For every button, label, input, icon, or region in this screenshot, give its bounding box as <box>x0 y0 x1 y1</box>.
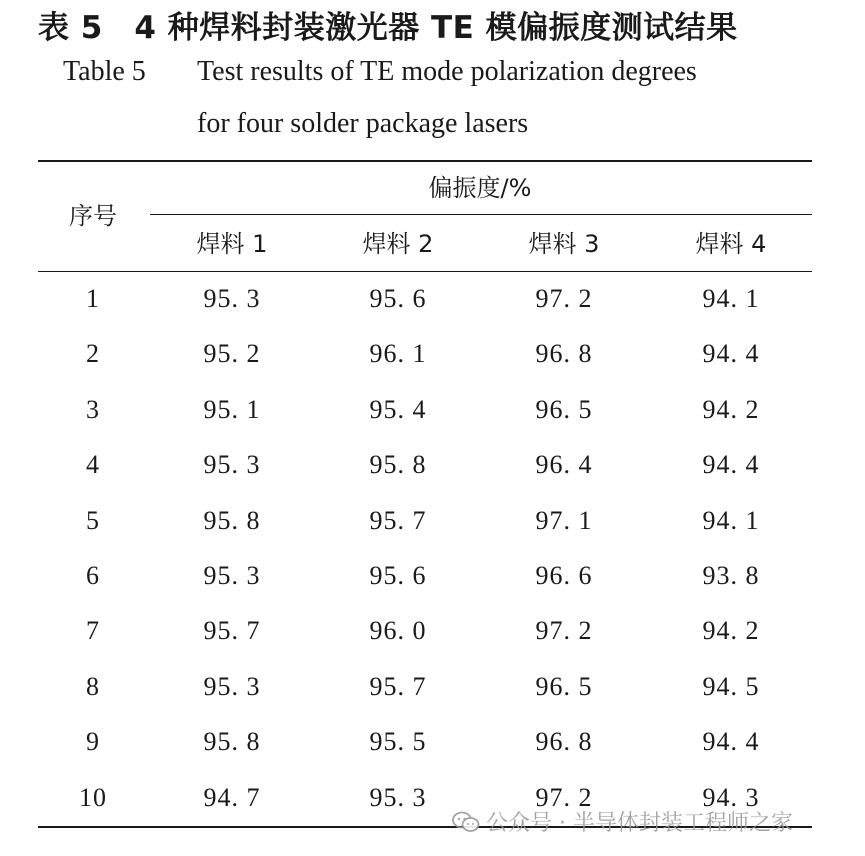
value-cell-solder-3: 96. 5 <box>535 394 593 424</box>
row-number-cell: 5 <box>86 505 100 535</box>
table-title-chinese: 表 5 4 种焊料封装激光器 TE 模偏振度测试结果 <box>38 10 738 46</box>
column-header-solder-3: 焊料 3 <box>528 230 600 258</box>
value-cell-solder-4: 93. 8 <box>702 561 760 590</box>
value-cell-solder-1: 95. 1 <box>203 394 261 424</box>
row-number-header: 序号 <box>69 202 117 230</box>
table-top-rule <box>38 160 812 162</box>
table-number: Table 5 <box>63 56 146 87</box>
value-cell-solder-4: 94. 4 <box>702 727 760 757</box>
row-number-cell: 2 <box>86 339 100 369</box>
value-cell-solder-4: 94. 4 <box>702 450 760 480</box>
header-bottom-rule <box>38 271 812 272</box>
row-number-cell: 4 <box>86 450 100 480</box>
value-cell-solder-4: 94. 3 <box>702 782 760 812</box>
watermark <box>452 806 793 837</box>
value-cell-solder-2: 95. 7 <box>369 671 427 701</box>
watermark-text: 公众号 · 半导体封装工程师之家 <box>486 811 793 836</box>
value-cell-solder-2: 95. 8 <box>369 450 427 480</box>
value-cell-solder-3: 97. 2 <box>535 782 593 812</box>
row-number-cell: 6 <box>86 561 100 590</box>
value-cell-solder-1: 95. 2 <box>203 339 261 369</box>
table-title-english-line1 <box>63 56 697 88</box>
value-cell-solder-3: 96. 4 <box>535 450 593 480</box>
value-cell-solder-3: 96. 8 <box>535 339 593 369</box>
value-cell-solder-3: 97. 2 <box>535 616 593 646</box>
column-header-solder-1: 焊料 1 <box>196 230 268 258</box>
column-header-solder-4: 焊料 4 <box>695 230 767 258</box>
value-cell-solder-4: 94. 5 <box>702 671 760 701</box>
value-cell-solder-3: 97. 2 <box>535 284 593 313</box>
value-cell-solder-2: 95. 7 <box>369 505 427 535</box>
row-number-cell: 9 <box>86 727 100 757</box>
value-cell-solder-2: 95. 3 <box>369 782 427 812</box>
group-header-rule <box>150 214 812 215</box>
value-cell-solder-1: 95. 8 <box>203 505 261 535</box>
value-cell-solder-2: 96. 1 <box>369 339 427 369</box>
value-cell-solder-1: 95. 8 <box>203 727 261 757</box>
value-cell-solder-1: 95. 3 <box>203 450 261 480</box>
value-cell-solder-3: 97. 1 <box>535 505 593 535</box>
value-cell-solder-4: 94. 4 <box>702 339 760 369</box>
row-number-cell: 10 <box>79 782 107 812</box>
row-number-cell: 1 <box>86 284 100 313</box>
table-title-english-text: Test results of TE mode polarization degrees <box>197 56 697 87</box>
value-cell-solder-1: 95. 7 <box>203 616 261 646</box>
value-cell-solder-1: 94. 7 <box>203 782 261 812</box>
value-cell-solder-3: 96. 6 <box>535 561 593 590</box>
value-cell-solder-3: 96. 8 <box>535 727 593 757</box>
value-cell-solder-2: 95. 6 <box>369 284 427 313</box>
value-cell-solder-4: 94. 1 <box>702 284 760 313</box>
value-cell-solder-2: 95. 4 <box>369 394 427 424</box>
value-cell-solder-4: 94. 1 <box>702 505 760 535</box>
row-number-cell: 3 <box>86 394 100 424</box>
value-cell-solder-2: 96. 0 <box>369 616 427 646</box>
value-cell-solder-2: 95. 5 <box>369 727 427 757</box>
row-number-cell: 8 <box>86 671 100 701</box>
wechat-icon <box>452 811 480 833</box>
value-cell-solder-4: 94. 2 <box>702 394 760 424</box>
value-cell-solder-1: 95. 3 <box>203 671 261 701</box>
value-cell-solder-1: 95. 3 <box>203 284 261 313</box>
table-title-english-line2: for four solder package lasers <box>197 108 529 139</box>
value-cell-solder-1: 95. 3 <box>203 561 261 590</box>
polarization-group-header: 偏振度/% <box>428 174 532 202</box>
value-cell-solder-3: 96. 5 <box>535 671 593 701</box>
row-number-cell: 7 <box>86 616 100 646</box>
value-cell-solder-2: 95. 6 <box>369 561 427 590</box>
column-header-solder-2: 焊料 2 <box>362 230 434 258</box>
value-cell-solder-4: 94. 2 <box>702 616 760 646</box>
